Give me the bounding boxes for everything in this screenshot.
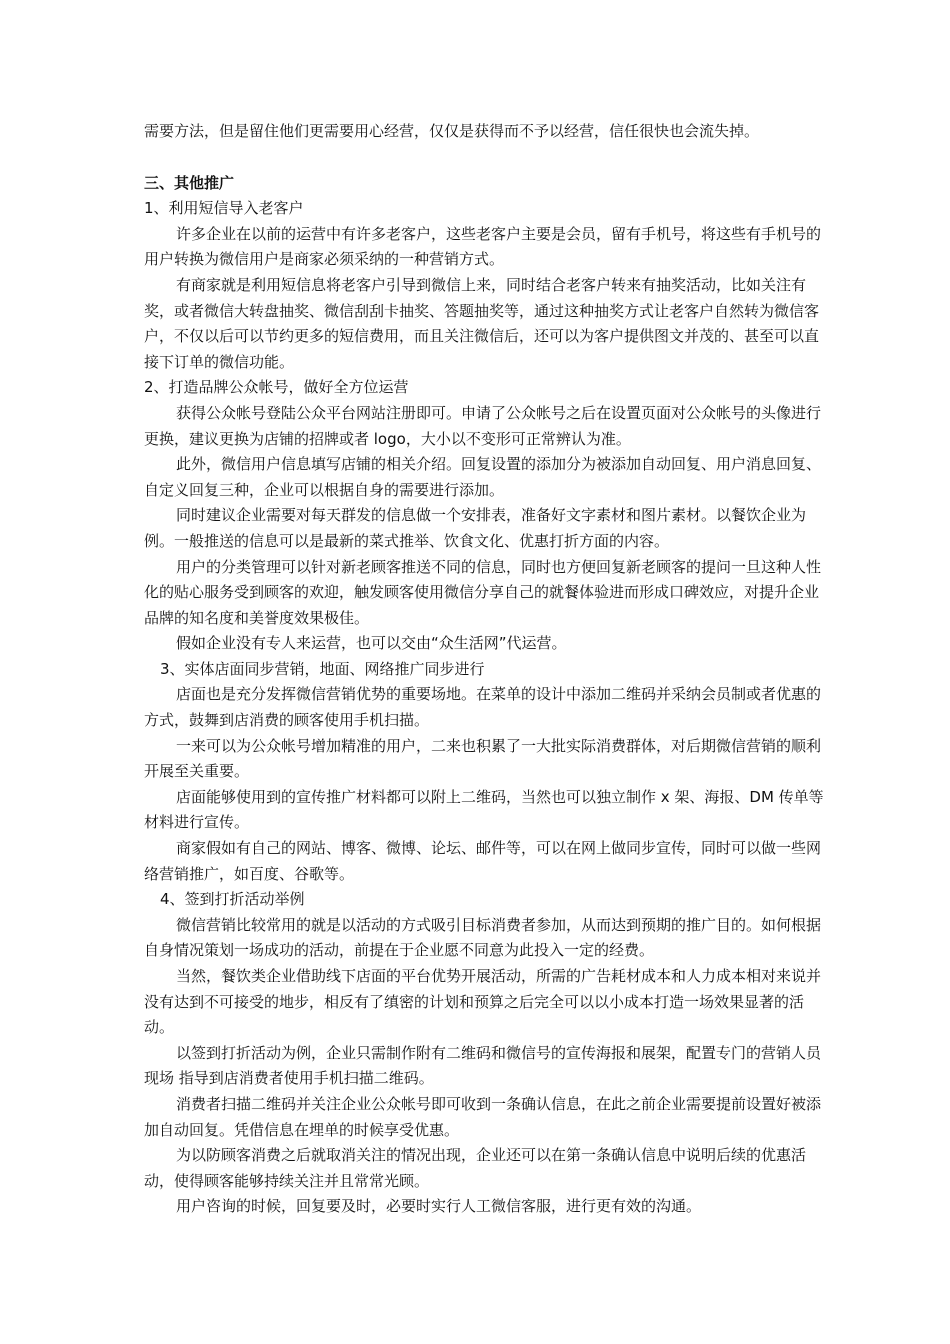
intro-continued-paragraph: 需要方法，但是留住他们更需要用心经营，仅仅是获得而不予以经营，信任很快也会流失掉。 (144, 122, 760, 140)
paragraph: 以签到打折活动为例，企业只需制作附有二维码和微信号的宣传海报和展架，配置专门的营销人员现场 指导到店消费者使用手机扫描二维码。 (144, 1043, 822, 1088)
subsection-title-4: 4、签到打折活动举例 (160, 890, 305, 909)
paragraph: 店面能够使用到的宣传推广材料都可以附上二维码，当然也可以独立制作 x 架、海报、DM 传单等材料进行宣传。 (144, 787, 824, 832)
paragraph: 为以防顾客消费之后就取消关注的情况出现，企业还可以在第一条确认信息中说明后续的优惠活动，使得顾客能够持续关注并且常常光顾。 (144, 1146, 807, 1190)
paragraph: 消费者扫描二维码并关注企业公众帐号即可收到一条确认信息，在此之前企业需要提前设置好被添加自动回复。凭借信息在埋单的时候享受优惠。 (144, 1094, 822, 1139)
paragraph: 同时建议企业需要对每天群发的信息做一个安排表，准备好文字素材和图片素材。以餐饮企业为例。一般推送的信息可以是最新的菜式推举、饮食文化、优惠打折方面的内容。 (144, 506, 807, 550)
paragraph: 当然，餐饮类企业借助线下店面的平台优势开展活动，所需的广告耗材成本和人力成本相对来说并没有达到不可接受的地步，相反有了缜密的计划和预算之后完全可以以小成本打造一场效果显著的活动。 (144, 967, 822, 1037)
paragraph: 假如企业没有专人来运营，也可以交由“众生活网”代运营。 (176, 634, 567, 653)
paragraph: 微信营销比较常用的就是以活动的方式吸引目标消费者参加，从而达到预期的推广目的。如何根据自身情况策划一场成功的活动，前提在于企业愿不同意为此投入一定的经费。 (144, 915, 822, 960)
section-title: 三、其他推广 (144, 173, 235, 192)
paragraph: 用户咨询的时候，回复要及时，必要时实行人工微信客服，进行更有效的沟通。 (176, 1197, 702, 1216)
paragraph: 此外，微信用户信息填写店铺的相关介绍。回复设置的添加分为被添加自动回复、用户消息回复、自定义回复三种，企业可以根据自身的需要进行添加。 (144, 455, 822, 499)
subsection-title-3: 3、实体店面同步营销，地面、网络推广同步进行 (160, 659, 485, 678)
paragraph: 许多企业在以前的运营中有许多老客户，这些老客户主要是会员，留有手机号，将这些有手机号的用户转换为微信用户是商家必须采纳的一种营销方式。 (144, 224, 822, 269)
subsection-title-1: 1、利用短信导入老客户 (144, 199, 304, 218)
subsection-title-2: 2、打造品牌公众帐号，做好全方位运营 (144, 378, 409, 397)
document-body (144, 119, 824, 1220)
paragraph: 用户的分类管理可以针对新老顾客推送不同的信息，同时也方便回复新老顾客的提问一旦这种人性化的贴心服务受到顾客的欢迎，触发顾客使用微信分享自己的就餐体验进而形成口碑效应，对提升企业品牌的知名度和美誉度效果极佳。 (144, 557, 822, 627)
paragraph: 有商家就是利用短信息将老客户引导到微信上来，同时结合老客户转来有抽奖活动，比如关注有奖，或者微信大转盘抽奖、微信刮刮卡抽奖、答题抽奖等，通过这种抽奖方式让老客户自然转为微信客户，不仅以后可以节约更多的短信费用，而且关注微信后，还可以为客户提供图文并茂的、甚至可以直接下订单的微信功能。 (144, 275, 820, 371)
paragraph: 获得公众帐号登陆公众平台网站注册即可。申请了公众帐号之后在设置页面对公众帐号的头像进行更换，建议更换为店铺的招牌或者 logo，大小以不变形可正常辨认为准。 (144, 403, 822, 448)
paragraph: 店面也是充分发挥微信营销优势的重要场地。在菜单的设计中添加二维码并采纳会员制或者优惠的方式，鼓舞到店消费的顾客使用手机扫描。 (144, 685, 822, 730)
paragraph: 一来可以为公众帐号增加精准的用户，二来也积累了一大批实际消费群体，对后期微信营销的顺利开展至关重要。 (144, 736, 822, 781)
paragraph: 商家假如有自己的网站、博客、微博、论坛、邮件等，可以在网上做同步宣传，同时可以做一些网络营销推广，如百度、谷歌等。 (144, 839, 822, 883)
